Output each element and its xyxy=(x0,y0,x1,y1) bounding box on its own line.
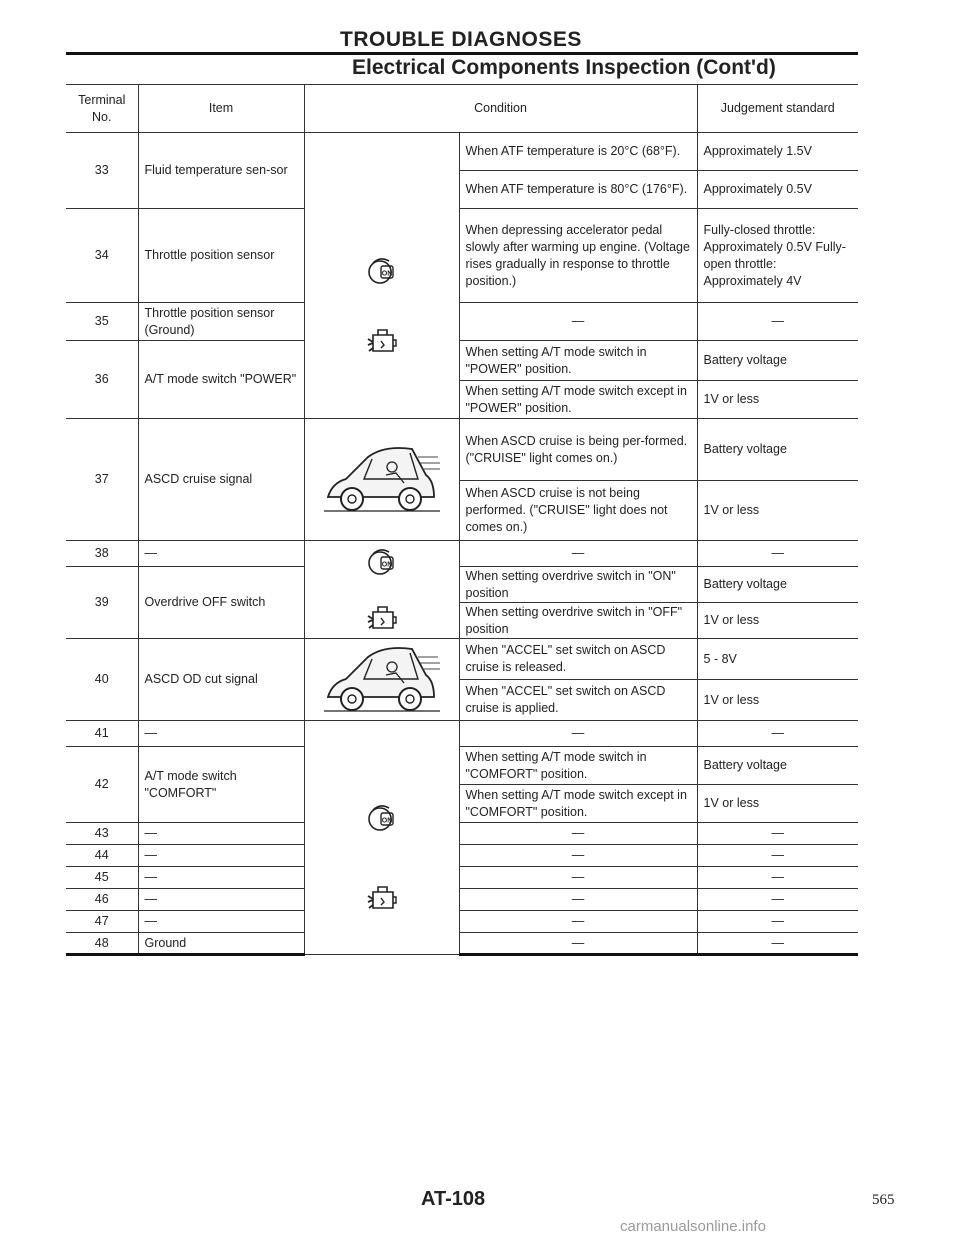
item-name: — xyxy=(138,823,304,845)
terminal-no: 35 xyxy=(66,303,138,341)
condition-text: — xyxy=(459,867,697,889)
item-name: Fluid temperature sen-sor xyxy=(138,133,304,209)
judgement-text: Approximately 1.5V xyxy=(697,133,858,171)
judgement-text: — xyxy=(697,823,858,845)
ignition-on-label: ON xyxy=(381,817,392,824)
judgement-text: — xyxy=(697,721,858,747)
condition-text: When depressing accelerator pedal slowly after warming up engine. (Voltage rises gradually in response to throttle position.) xyxy=(459,209,697,303)
item-name: — xyxy=(138,541,304,567)
table-row xyxy=(66,567,858,603)
terminal-no: 38 xyxy=(66,541,138,567)
condition-text: — xyxy=(459,721,697,747)
judgement-text: — xyxy=(697,889,858,911)
judgement-text: Battery voltage xyxy=(697,567,858,603)
condition-icons xyxy=(304,639,459,721)
condition-text: When setting A/T mode switch except in "COMFORT" position. xyxy=(459,785,697,823)
condition-text: — xyxy=(459,541,697,567)
judgement-text: 1V or less xyxy=(697,785,858,823)
ignition-switch-on-icon xyxy=(365,802,399,834)
header-terminal: Terminal No. xyxy=(66,85,138,133)
engine-icon xyxy=(365,327,399,357)
table-row xyxy=(66,721,858,747)
condition-icons xyxy=(304,721,459,955)
header-judgement: Judgement standard xyxy=(697,85,858,133)
engine-icon xyxy=(365,604,399,634)
condition-text: When setting overdrive switch in "OFF" position xyxy=(459,603,697,639)
terminal-no: 42 xyxy=(66,747,138,823)
condition-icons xyxy=(304,419,459,541)
condition-icons xyxy=(304,541,459,639)
table-row xyxy=(66,341,858,381)
header-condition: Condition xyxy=(304,85,697,133)
header-item: Item xyxy=(138,85,304,133)
item-name: — xyxy=(138,911,304,933)
judgement-text: Fully-closed throttle: Approximately 0.5V Fully-open throttle: Approximately 4V xyxy=(697,209,858,303)
item-name: — xyxy=(138,845,304,867)
ignition-on-label: ON xyxy=(381,561,392,568)
condition-icons xyxy=(304,133,459,419)
table-row xyxy=(66,209,858,303)
condition-text: When setting overdrive switch in "ON" position xyxy=(459,567,697,603)
terminal-no: 45 xyxy=(66,867,138,889)
driving-vehicle-icon xyxy=(322,439,442,515)
condition-text: — xyxy=(459,933,697,955)
item-name: ASCD cruise signal xyxy=(138,419,304,541)
terminal-no: 33 xyxy=(66,133,138,209)
condition-text: When setting A/T mode switch in "POWER" position. xyxy=(459,341,697,381)
condition-text: — xyxy=(459,303,697,341)
terminal-no: 37 xyxy=(66,419,138,541)
page-number: 565 xyxy=(872,1192,895,1208)
page-title: TROUBLE DIAGNOSES xyxy=(340,28,582,51)
condition-text: When ATF temperature is 20°C (68°F). xyxy=(459,133,697,171)
condition-text: — xyxy=(459,823,697,845)
table-row xyxy=(66,133,858,171)
judgement-text: — xyxy=(697,303,858,341)
judgement-text: — xyxy=(697,867,858,889)
page-subtitle: Electrical Components Inspection (Cont'd) xyxy=(352,56,776,79)
ignition-on-label: ON xyxy=(381,270,392,277)
item-name: Overdrive OFF switch xyxy=(138,567,304,639)
table-row xyxy=(66,639,858,680)
table-row xyxy=(66,911,858,933)
judgement-text: 1V or less xyxy=(697,481,858,541)
condition-text: When ASCD cruise is being per-formed. ("CRUISE" light comes on.) xyxy=(459,419,697,481)
item-name: Throttle position sensor xyxy=(138,209,304,303)
terminal-no: 34 xyxy=(66,209,138,303)
judgement-text: 1V or less xyxy=(697,381,858,419)
judgement-text: 5 - 8V xyxy=(697,639,858,680)
condition-text: When "ACCEL" set switch on ASCD cruise is applied. xyxy=(459,680,697,721)
terminal-no: 40 xyxy=(66,639,138,721)
judgement-text: Battery voltage xyxy=(697,419,858,481)
terminal-no: 48 xyxy=(66,933,138,955)
table-row xyxy=(66,933,858,955)
item-name: — xyxy=(138,867,304,889)
judgement-text: 1V or less xyxy=(697,680,858,721)
table-row xyxy=(66,541,858,567)
judgement-text: — xyxy=(697,541,858,567)
terminal-no: 47 xyxy=(66,911,138,933)
terminal-no: 46 xyxy=(66,889,138,911)
item-name: Throttle position sensor (Ground) xyxy=(138,303,304,341)
condition-text: When ASCD cruise is not being performed. ("CRUISE" light does not comes on.) xyxy=(459,481,697,541)
condition-text: When ATF temperature is 80°C (176°F). xyxy=(459,171,697,209)
judgement-text: — xyxy=(697,933,858,955)
watermark: carmanualsonline.info xyxy=(620,1218,766,1235)
judgement-text: Battery voltage xyxy=(697,341,858,381)
item-name: ASCD OD cut signal xyxy=(138,639,304,721)
table-row xyxy=(66,419,858,481)
table-header-row xyxy=(66,85,858,133)
judgement-text: Battery voltage xyxy=(697,747,858,785)
driving-vehicle-icon xyxy=(322,639,442,715)
page-code: AT-108 xyxy=(421,1188,486,1210)
condition-text: — xyxy=(459,911,697,933)
terminal-no: 41 xyxy=(66,721,138,747)
item-name: — xyxy=(138,889,304,911)
condition-text: When setting A/T mode switch in "COMFORT" position. xyxy=(459,747,697,785)
item-name: A/T mode switch "POWER" xyxy=(138,341,304,419)
ignition-switch-on-icon xyxy=(365,255,399,287)
terminal-no: 43 xyxy=(66,823,138,845)
ignition-switch-on-icon xyxy=(365,546,399,578)
condition-text: When "ACCEL" set switch on ASCD cruise is released. xyxy=(459,639,697,680)
table-row xyxy=(66,823,858,845)
judgement-text: 1V or less xyxy=(697,603,858,639)
inspection-table xyxy=(66,84,858,956)
table-row xyxy=(66,303,858,341)
terminal-no: 39 xyxy=(66,567,138,639)
item-name: A/T mode switch "COMFORT" xyxy=(138,747,304,823)
engine-icon xyxy=(365,884,399,914)
judgement-text: Approximately 0.5V xyxy=(697,171,858,209)
table-row xyxy=(66,747,858,785)
judgement-text: — xyxy=(697,911,858,933)
table-row xyxy=(66,845,858,867)
item-name: Ground xyxy=(138,933,304,955)
title-rule xyxy=(66,52,858,55)
condition-text: When setting A/T mode switch except in "POWER" position. xyxy=(459,381,697,419)
terminal-no: 44 xyxy=(66,845,138,867)
table-row xyxy=(66,867,858,889)
table-row xyxy=(66,889,858,911)
condition-text: — xyxy=(459,845,697,867)
terminal-no: 36 xyxy=(66,341,138,419)
item-name: — xyxy=(138,721,304,747)
judgement-text: — xyxy=(697,845,858,867)
condition-text: — xyxy=(459,889,697,911)
